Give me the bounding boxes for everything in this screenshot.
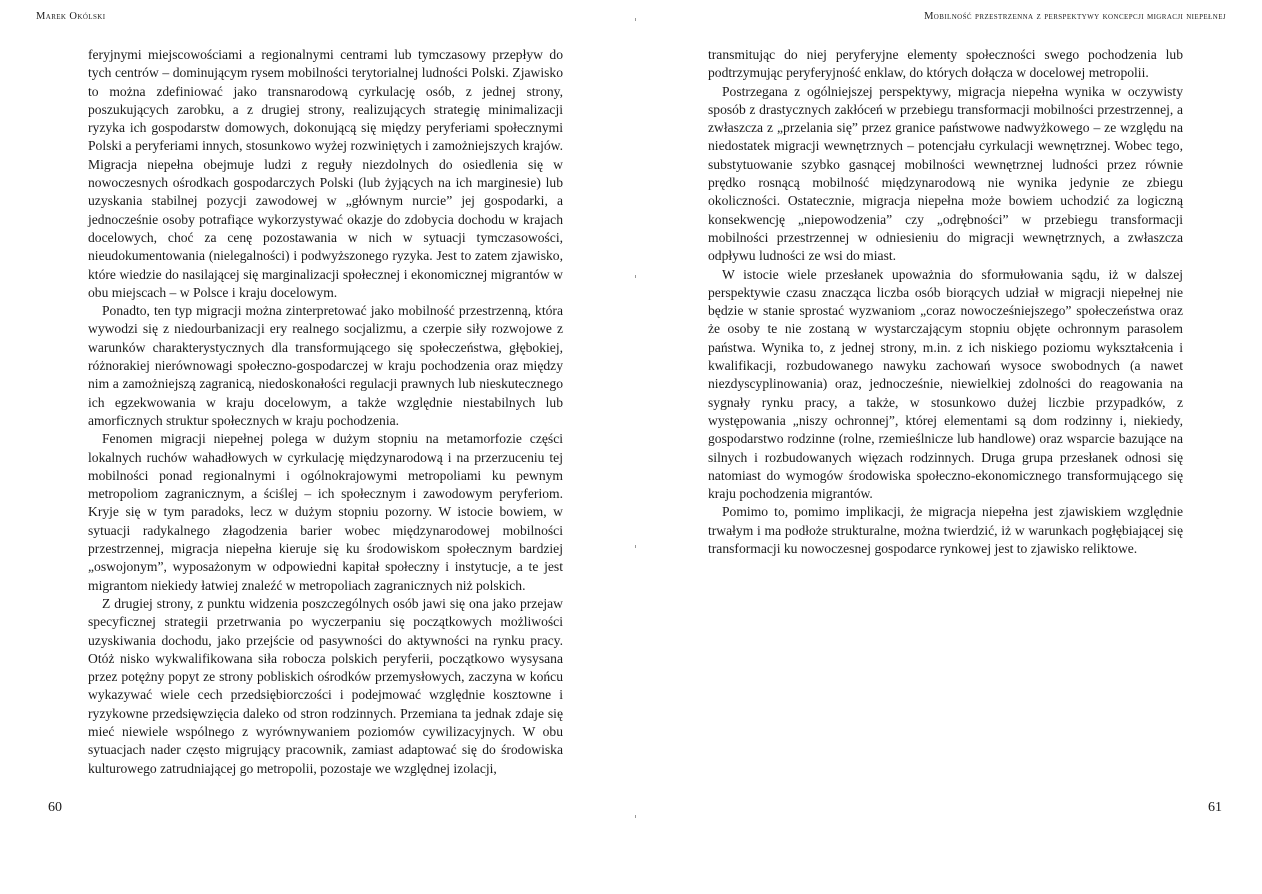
paragraph: transmitując do niej peryferyjne elementy społeczności swego pochodzenia lub podtrzymując peryferyjność enklaw, do których dołącza w docelowej metropolii.	[708, 47, 1183, 81]
body-text-left	[88, 46, 563, 778]
paragraph: Fenomen migracji niepełnej polega w dużym stopniu na metamorfozie części lokalnych ruchów wahadłowych w cyrkulację międzynarodową i na przerzuceniu tej mobilności ponad regionalnymi i ogólnokrajowymi metropoliami ku pewnym metropoliom zagranicznym, a ściślej – ich społecznym i zawodowym peryferiom. Kryje się w tym paradoks, lecz w dużym stopniu pozorny. W istocie bowiem, w sytuacji radykalnego złagodzenia barier wobec międzynarodowej mobilności przestrzennej, migracja niepełna kieruje się ku środowiskom społecznym bardziej „oswojonym”, wyposażonym w odpowiedni kapitał społeczny i instytucje, a te jest migrantom niekiedy łatwiej znaleźć w metropoliach zagranicznych niż polskich.	[88, 431, 563, 593]
running-head-right: Mobilność przestrzenna z perspektywy koncepcji migracji niepełnej	[924, 11, 1226, 22]
page-number-right: 61	[1208, 800, 1222, 815]
gutter-mark	[635, 275, 636, 278]
paragraph: Postrzegana z ogólniejszej perspektywy, migracja niepełna wynika w oczywisty sposób z drastycznych zakłóceń w przebiegu transformacji mobilności przestrzennej, a zwłaszcza z „przelania się” przez granice państwowe nadwyżkowego – ze względu na niedostatek migracji wewnętrznych – potencjału cyrkulacji wewnętrznej. Wobec tego, substytuowanie szybko gasnącej mobilności wewnętrznej ludności przez równie prędko rosnącą mobilność międzynarodową nie wynika jedynie ze zbiegu okoliczności. Ostatecznie, migracja niepełna może bowiem uchodzić za logiczną konsekwencję „niepowodzenia” czy „odrębności” w przebiegu transformacji mobilności przestrzennej w odniesieniu do migracji wewnętrznych, a zwłaszcza odpływu ludności ze wsi do miast.	[708, 83, 1183, 264]
paragraph: Ponadto, ten typ migracji można zinterpretować jako mobilność przestrzenną, która wywodzi się z niedourbanizacji ery realnego socjalizmu, a czerpie siły rozwojowe z warunków charakterystycznych dla transformującego się społeczeństwa, głębokiej, różnorakiej nierównowagi społeczno-gospodarczej w kraju pochodzenia oraz między nim a zamożniejszą zagranicą, niedoskonałości regulacji prawnych lub nieskutecznego ich egzekwowania w kraju docelowym, a także względnie niestabilnych lub amorficznych struktur społecznych w kraju pochodzenia.	[88, 303, 563, 428]
paragraph: Z drugiej strony, z punktu widzenia poszczególnych osób jawi się ona jako przejaw specyficznej strategii przetrwania po wyczerpaniu się początkowych możliwości uzyskiwania dochodu, jako przejście od pasywności do aktywności na rynku pracy. Otóż nisko wykwalifikowana siła robocza polskich peryferii, początkowo wysysana przez potężny popyt ze strony pobliskich ośrodków przemysłowych, zaczyna w końcu wykazywać wiele cech przedsiębiorczości i podejmować względnie kosztowne i ryzykowne przedsięwzięcia daleko od stron rodzinnych. Przemiana ta jednak zdaje się mieć niewiele wspólnego z wyrównywaniem poziomów cywilizacyjnych. W obu sytuacjach nader często migrujący pracownik, zamiast adaptować się do środowiska kulturowego zatrudniającej go metropolii, pozostaje we względnej izolacji,	[88, 595, 563, 776]
gutter-mark	[635, 18, 636, 21]
gutter-mark	[635, 545, 636, 548]
body-text-right	[708, 46, 1183, 558]
right-page	[631, 0, 1262, 894]
page-number-left: 60	[48, 800, 62, 815]
gutter-mark	[635, 815, 636, 818]
paragraph: Pomimo to, pomimo implikacji, że migracja niepełna jest zjawiskiem względnie trwałym i ma podłoże strukturalne, można twierdzić, iż w warunkach pogłębiającej się transformacji ku nowoczesnej gospodarce rynkowej jest to zjawisko reliktowe.	[708, 504, 1183, 557]
paragraph: W istocie wiele przesłanek upoważnia do sformułowania sądu, iż w dalszej perspektywie czasu znacząca liczba osób biorących udział w migracji niepełnej nie będzie w stanie sprostać wyzwaniom „coraz nowocześniejszego” społeczeństwa oraz że osoby te nie zostaną w wystarczającym stopniu objęte ochronnym parasolem państwa. Wynika to, z jednej strony, m.in. z ich niskiego poziomu wykształcenia i kwalifikacji, rozbudowanego nawyku zachowań wysoce swobodnych (a nawet niezdyscyplinowania) oraz, jednocześnie, niewielkiej zdolności do reagowania na sygnały rynku pracy, a także, w stosunkowo dużej liczbie przypadków, z występowania „niszy ochronnej”, której elementami są dom rodzinny i, niekiedy, gospodarstwo rodzinne (rolne, rzemieślnicze lub handlowe) oraz wsparcie bazujące na silnych i rozbudowanych więzach rodzinnych. Druga grupa przesłanek odnosi się natomiast do wymogów środowiska społeczno-ekonomicznego transformującego się kraju pochodzenia migrantów.	[708, 266, 1183, 502]
paragraph: feryjnymi miejscowościami a regionalnymi centrami lub tymczasowy przepływ do tych centrów – dominującym rysem mobilności terytorialnej ludności Polski. Zjawisko to można zdefiniować jako transnarodową cyrkulację osób, z jednej strony, poszukujących zarobku, a z drugiej strony, realizujących strategię minimalizacji ryzyka ich gospodarstw domowych, dokonującą się między peryferiami społecznymi Polski a peryferiami innych, stosunkowo wyżej rozwiniętych i zamożniejszych krajów. Migracja niepełna obejmuje ludzi z reguły niezdolnych do osiedlenia się w nowoczesnych ośrodkach gospodarczych Polski (lub żyjących na ich marginesie) lub uzyskania stabilnej pozycji zawodowej w „głównym nurcie” jej gospodarki, a jednocześnie osoby potrafiące wykorzystywać okazje do zdobycia dochodu w krajach docelowych, choć za cenę pozostawania w nich w sytuacji tymczasowości, nieudokumentowania (nielegalności) i podwyższonego ryzyka. Jest to zatem zjawisko, które wiedzie do nasilającej się marginalizacji społecznej i ekonomicznej migrantów w obu miejscach – w Polsce i kraju docelowym.	[88, 47, 563, 300]
running-head-left: Marek Okólski	[36, 11, 106, 22]
